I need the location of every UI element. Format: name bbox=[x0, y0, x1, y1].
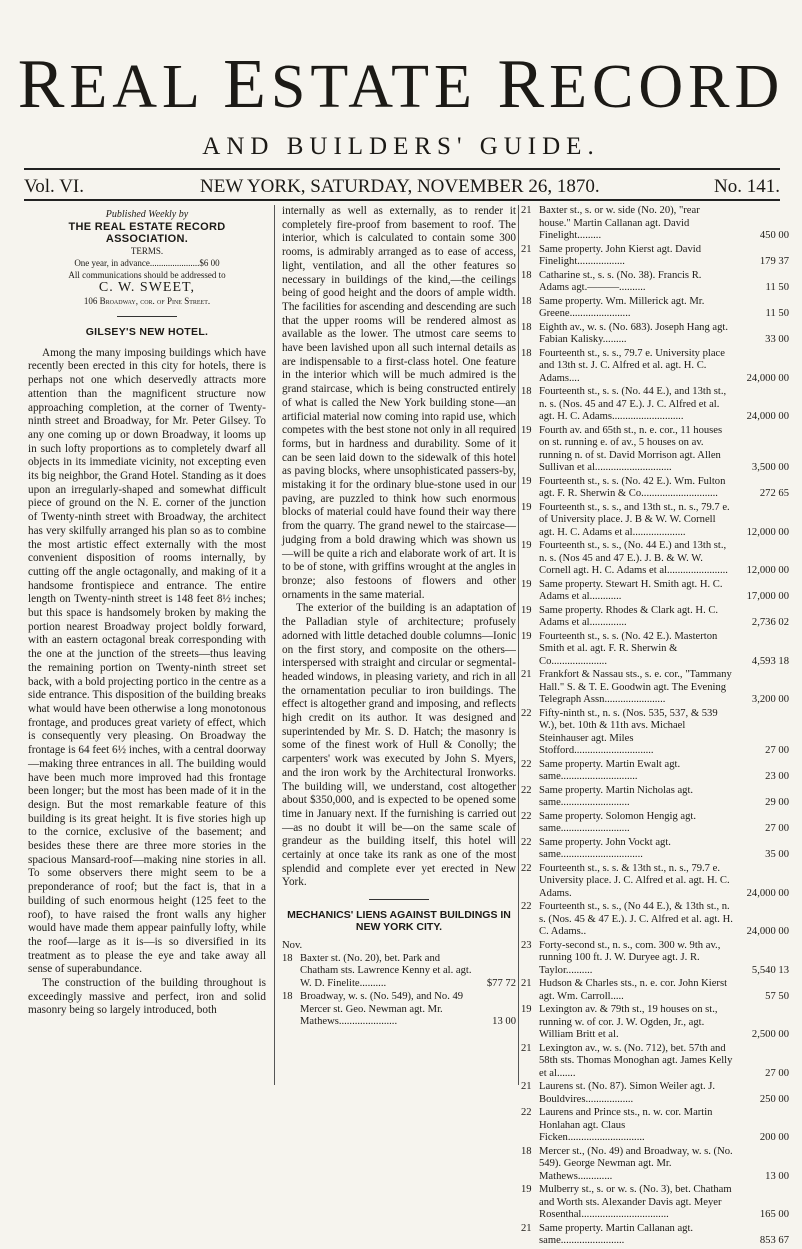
issue-date: NEW YORK, SATURDAY, NOVEMBER 26, 1870. bbox=[200, 176, 600, 197]
lien-day: 22 bbox=[521, 901, 532, 912]
lien-day: 18 bbox=[521, 321, 532, 333]
lien-description: Same property. John Vockt agt. same............................... bbox=[539, 836, 671, 860]
liens-month: Nov. bbox=[282, 940, 303, 952]
lien-day: 19 bbox=[521, 540, 532, 551]
lien-description: Fifty-ninth st., n. s. (Nos. 535, 537, & 539 W.), bet. 10th & 11th avs. Michael Steinhauser agt. Miles Stofford.............................. bbox=[539, 707, 718, 756]
lien-amount: 5,540 13 bbox=[751, 964, 789, 976]
lien-day: 22 bbox=[521, 758, 532, 770]
lien-amount: 23 00 bbox=[765, 771, 789, 782]
column-divider bbox=[274, 205, 275, 1085]
lien-description: Frankfort & Nassau sts., s. e. cor., "Tammany Hall." S. & T. E. Goodwin agt. The Evening Telegraph Assn....................... bbox=[539, 669, 732, 705]
masthead-title: REAL ESTATE RECORD bbox=[17, 46, 785, 123]
lien-description: Same property. Wm. Millerick agt. Mr. Greene....................... bbox=[539, 295, 705, 319]
article-paragraph: The exterior of the building is an adaptation of the Palladian style of architecture; profusely adorned with little detached double columns—Ionic on the first story, and composite on the others—interspersed with straight and circular or segmental-headed windows, in pleasing variety, and rich in all the ornamentation peculiar to iron buildings. The effect is altogether grand and imposing, and reflects high credit on its author. It was designed and superintended by Mr. S. D. Hatch; the masonry is some of the finest work of Hull & Conolly; the carpenters' work was executed by John S. Myers, and the iron work by the Architectural Ironworks. The building will, we understand, cost altogether about $350,000, and is expected to be opened some time in January next. If the furnishing is carried out—as no doubt it will be—on the same scale of grandeur as the building itself, this hotel will certainly at once take its rank as one of the most splendid and complete ever yet erected in New York. bbox=[282, 602, 516, 889]
lien-day: 21 bbox=[521, 978, 532, 989]
lien-amount: 12,000 00 bbox=[746, 526, 789, 538]
lien-amount: 27 00 bbox=[765, 823, 789, 834]
column-2 bbox=[282, 205, 516, 1030]
lien-entry bbox=[521, 837, 789, 862]
lien-description: Hudson & Charles sts., n. e. cor. John Kierst agt. Wm. Carroll..... bbox=[539, 978, 728, 1002]
lien-entry bbox=[521, 759, 789, 784]
lien-day: 21 bbox=[521, 205, 532, 216]
lien-amount: 57 50 bbox=[765, 990, 789, 1002]
lien-entry bbox=[521, 863, 789, 901]
lien-amount: 33 00 bbox=[765, 334, 789, 345]
lien-day: 18 bbox=[282, 991, 293, 1003]
lien-amount: 24,000 00 bbox=[746, 372, 789, 384]
lien-entry bbox=[521, 348, 789, 386]
lien-description: Lexington av. & 79th st., 19 houses on st., running w. of cor. J. W. Ogden, Jr., agt. William Britt et al. bbox=[539, 1004, 718, 1040]
lien-description: Mulberry st., s. or w. s. (No. 3), bet. Chatham and Worth sts. Alexander Davis agt. Meyer Rosenthal................................. bbox=[539, 1184, 732, 1220]
lien-amount: 2,500 00 bbox=[751, 1029, 789, 1040]
publisher-name: C. W. SWEET, bbox=[98, 280, 196, 295]
lien-description: Baxter st., s. or w. side (No. 20), "rear house." Martin Callanan agt. David Finelight......... bbox=[539, 205, 700, 241]
lien-entry bbox=[521, 502, 789, 540]
lien-day: 22 bbox=[521, 1107, 532, 1118]
lien-description: Same property. Martin Callanan agt. same........................ bbox=[539, 1222, 694, 1246]
lien-entry bbox=[282, 953, 516, 991]
lien-description: Fourteenth st., s. s., 79.7 e. University place and 13th st. J. C. Alfred et al. agt. H. C. Adams.... bbox=[539, 347, 725, 384]
lien-amount: 179 37 bbox=[759, 256, 789, 267]
lien-entry bbox=[521, 1223, 789, 1248]
lien-entry bbox=[521, 811, 789, 836]
lien-amount: 200 00 bbox=[759, 1132, 789, 1143]
lien-amount: 24,000 00 bbox=[746, 411, 789, 422]
lien-entry bbox=[521, 1043, 789, 1081]
lien-day: 19 bbox=[521, 424, 532, 436]
liens-title: MECHANICS' LIENS AGAINST BUILDINGS IN NEW YORK CITY. bbox=[287, 909, 511, 934]
lien-day: 22 bbox=[521, 810, 532, 822]
lien-description: Same property. Martin Ewalt agt. same............................. bbox=[539, 758, 681, 782]
lien-entry bbox=[521, 1107, 789, 1145]
article-paragraph: The construction of the building throughout is exceedingly massive and perfect, iron and solid masonry being so largely introduced, both bbox=[28, 977, 266, 1017]
lien-description: Laurens and Prince sts., n. w. cor. Martin Honlahan agt. Claus Ficken............................. bbox=[539, 1107, 713, 1143]
lien-description: Broadway, w. s. (No. 549), and No. 49 Mercer st. Geo. Newman agt. Mr. Mathews...................... bbox=[300, 991, 464, 1028]
lien-day: 19 bbox=[521, 578, 532, 590]
lien-day: 21 bbox=[521, 1042, 532, 1054]
top-rule bbox=[24, 168, 780, 170]
bottom-rule bbox=[24, 199, 780, 201]
publication-frequency: Published Weekly by bbox=[105, 209, 189, 220]
lien-entry bbox=[521, 244, 789, 269]
lien-amount: 4,593 18 bbox=[751, 655, 789, 667]
lien-entry bbox=[521, 296, 789, 321]
lien-entry bbox=[521, 605, 789, 630]
lien-amount: 853 67 bbox=[759, 1235, 789, 1246]
masthead-subtitle: AND BUILDERS' GUIDE. bbox=[202, 133, 600, 160]
article-paragraph: Among the many imposing buildings which have recently been erected in this city for hotels, there is perhaps not one which deservedly attracts more attention than the magnificent structure now approaching completion, at the corner of Twenty-ninth street and Broadway, for Mr. Peter Gilsey. To any one coming up or down Broadway, it looms up in such lofty proportions as to completely dwarf all objects in its immediate vicinity, not excepting even its big neighbor, the Grand Hotel. Standing as it does upon an irregularly-shaped and somewhat difficult piece of ground on the N. E. corner of the junction of Twenty-ninth street with Broadway, the architect has very skilfully arranged his plan so as to combine the most artistic effect externally with the most convenient disposition of rooms internally, by cutting off the angle octagonally, and making of it a handsome frontispiece and entrance. The entire length on Twenty-ninth street is 148 feet 8½ inches; but this space is handsomely broken by making the portion nearest Broadway project boldly forward, with an eastern octagonal break corresponding with the one at the junction of the streets—thus leaving the remaining portion on Twenty-ninth street set back, with a bold projecting portico in the centre as a side entrance. This disposition of the building breaks what would have been otherwise a long monotonous frontage, and produces great variety of effect, which is consequently very pleasing. On Broadway the frontage is 64 feet 6½ inches, with a central doorway—making three entrances in all. The building would have been much more improved had this frontage been longer; but the most has been made of it in the design. But the most remarkable feature of this building is its great height. It is five stories high up to the cornice, exclusive of the basement; and besides these there are three more stories in the spacious Mansard-roof—making nine stories in all. To some observers there might seem to be a preponderance of roof; but the fact is, that in a building of such enormous height (125 feet to the roof), to have raised the front walls any higher would have made them appear painfully lofty, while the roof—large as it is—is so diversified in its treatment as to please the eye and take away all sense of superabundance. bbox=[28, 346, 266, 976]
column-divider bbox=[518, 205, 519, 1085]
lien-day: 19 bbox=[521, 1184, 532, 1195]
lien-description: Same property. John Kierst agt. David Finelight.................. bbox=[539, 243, 702, 267]
lien-description: Lexington av., w. s. (No. 712), bet. 57th and 58th sts. Thomas Monoghan agt. James Kelly et al....... bbox=[539, 1042, 733, 1079]
lien-amount: 165 00 bbox=[759, 1209, 789, 1220]
lien-entry bbox=[521, 270, 789, 295]
lien-amount: 272 65 bbox=[759, 488, 789, 499]
lien-entry bbox=[521, 631, 789, 669]
lien-amount: 250 00 bbox=[759, 1093, 789, 1105]
lien-description: Forty-second st., n. s., com. 300 w. 9th av., running 100 ft. J. W. Duryee agt. J. R. Taylor.......... bbox=[539, 939, 721, 976]
lien-entry bbox=[521, 1004, 789, 1042]
lien-entry bbox=[521, 540, 789, 578]
lien-description: Same property. Solomon Hengig agt. same.......................... bbox=[539, 810, 697, 834]
lien-entry bbox=[521, 322, 789, 347]
lien-amount: 27 00 bbox=[765, 745, 789, 756]
lien-entry bbox=[282, 991, 516, 1029]
lien-entry bbox=[521, 1146, 789, 1184]
lien-day: 18 bbox=[521, 386, 532, 397]
lien-amount: 35 00 bbox=[765, 849, 789, 860]
lien-entry bbox=[521, 1081, 789, 1106]
lien-amount: 2,736 02 bbox=[751, 617, 789, 628]
lien-amount: 29 00 bbox=[765, 797, 789, 808]
column-3 bbox=[521, 205, 789, 1249]
lien-day: 21 bbox=[521, 1222, 532, 1234]
volume-label: Vol. VI. bbox=[24, 176, 85, 197]
lien-description: Laurens st. (No. 87). Simon Weiler agt. J. Bouldvires.................. bbox=[539, 1081, 716, 1105]
article-paragraph: internally as well as externally, as to render it completely fire-proof from basement to roof. The interior, which is calculated to contain some 300 rooms, is admirably arranged as to ease of access, light, ventilation, and all the other features so necessary in buildings of the kind,—the ceilings being of good height and the doors of ample width. The facilities for ascending and descending are such that the upper rooms will be rendered almost as available as the lower. The utmost care seems to have been lavished upon all such internal details as are indispensable to a first-class hotel. One feature in the interior which will be much admired is the grand staircase, which is being constructed entirely of what is called the New York building stone—an artificial material now coming into rapid use, which competes with the best stone not only in all required forms, but in hardness and durability. Some of it can be seen laid down to the sidewalk of this hotel as paving blocks, where unsophisticated passers-by, mistaking it for the ordinary blue-stone used in our paving, are puzzled to think how such enormous blocks of material could have found their way there from the quarry. The grand newel to the staircase—judging from a bold drawing which was shown us—will be quite a rich and elaborate work of art. It is to be of stone, with griffins wrought at the angles in bronze; also festoons of flowers and other ornaments in the same material. bbox=[282, 205, 516, 601]
lien-amount: 24,000 00 bbox=[746, 926, 789, 937]
lien-description: Fourteenth st., s. s., and 13th st., n. s., 79.7 e. of University place. J. B & W. W. Cornell agt. H. C. Adams et al.................... bbox=[539, 501, 730, 538]
lien-amount: 13 00 bbox=[765, 1170, 789, 1182]
lien-amount: 27 00 bbox=[765, 1067, 789, 1079]
liens-list bbox=[282, 953, 516, 1029]
lien-description: Catharine st., s. s. (No. 38). Francis R. Adams agt.———.......... bbox=[539, 269, 702, 293]
lien-day: 18 bbox=[282, 952, 293, 964]
lien-description: Fourteenth st., s. s. (No. 42 E.). Masterton Smith et al. agt. F. R. Sherwin & Co..................... bbox=[539, 630, 718, 667]
separator bbox=[369, 899, 429, 900]
lien-description: Baxter st. (No. 20), bet. Park and Chatham sts. Lawrence Kenny et al. agt. W. D. Finelite.......... bbox=[300, 952, 472, 989]
lien-day: 21 bbox=[521, 669, 532, 680]
separator bbox=[117, 316, 177, 317]
lien-entry bbox=[521, 476, 789, 501]
publisher-box bbox=[28, 209, 266, 307]
publisher-address: 106 Broadway, cor. of Pine Street. bbox=[83, 296, 211, 306]
lien-day: 19 bbox=[521, 1004, 532, 1015]
lien-entry bbox=[521, 205, 789, 243]
lien-amount: 24,000 00 bbox=[746, 887, 789, 899]
lien-description: Same property. Martin Nicholas agt. same.......................... bbox=[539, 784, 694, 808]
lien-entry bbox=[521, 669, 789, 707]
lien-description: Eighth av., w. s. (No. 683). Joseph Hang agt. Fabian Kalisky......... bbox=[539, 321, 728, 345]
lien-description: Fourteenth st., s. s., (No 44 E.), & 13th st., n. s. (Nos. 45 & 47 E.). J. C. Alfred et al. agt. H. C. Adams.. bbox=[539, 901, 733, 937]
lien-amount: 17,000 00 bbox=[746, 591, 789, 602]
terms-label: TERMS. bbox=[130, 246, 164, 256]
lien-amount: 11 50 bbox=[765, 308, 789, 319]
lien-description: Fourteenth st., s. s. (No. 42 E.). Wm. Fulton agt. F. R. Sherwin & Co............................. bbox=[539, 475, 726, 499]
terms: One year, in advance......................$6 00 bbox=[74, 258, 220, 268]
lien-description: Same property. Stewart H. Smith agt. H. C. Adams et al............ bbox=[539, 578, 723, 602]
lien-amount: 450 00 bbox=[759, 230, 789, 241]
lien-day: 18 bbox=[521, 1145, 532, 1157]
lien-day: 22 bbox=[521, 862, 532, 874]
lien-entry bbox=[521, 785, 789, 810]
article-title: GILSEY'S NEW HOTEL. bbox=[85, 326, 209, 338]
address-note: All communications should be addressed to bbox=[68, 270, 226, 280]
lien-description: Same property. Rhodes & Clark agt. H. C. Adams et al.............. bbox=[539, 604, 719, 628]
lien-amount: 12,000 00 bbox=[746, 565, 789, 576]
lien-day: 19 bbox=[521, 604, 532, 616]
association-name: THE REAL ESTATE RECORD ASSOCIATION. bbox=[68, 221, 226, 245]
lien-day: 22 bbox=[521, 836, 532, 848]
issue-number: No. 141. bbox=[714, 176, 780, 197]
lien-day: 22 bbox=[521, 707, 532, 719]
lien-entry bbox=[521, 425, 789, 475]
lien-day: 19 bbox=[521, 501, 532, 513]
liens-list bbox=[521, 205, 789, 1248]
lien-description: Fourth av. and 65th st., n. e. cor., 11 houses on st. running e. of av., 5 houses on av. running n. of st. David Morrison agt. Allen Sullivan et al............................. bbox=[539, 424, 723, 473]
lien-entry bbox=[521, 579, 789, 604]
lien-amount: 11 50 bbox=[765, 282, 789, 293]
lien-entry bbox=[521, 940, 789, 978]
lien-description: Fourteenth st., s. s. & 13th st., n. s., 79.7 e. University place. J. C. Alfred et al. agt. H. C. Adams. bbox=[539, 862, 730, 899]
lien-amount: 3,200 00 bbox=[751, 694, 789, 705]
lien-day: 18 bbox=[521, 347, 532, 359]
lien-day: 18 bbox=[521, 295, 532, 307]
lien-day: 23 bbox=[521, 939, 532, 951]
lien-entry bbox=[521, 708, 789, 758]
lien-day: 21 bbox=[521, 243, 532, 255]
lien-day: 19 bbox=[521, 475, 532, 487]
lien-entry bbox=[521, 1184, 789, 1222]
lien-description: Fourteenth st., s. s. (No. 44 E.), and 13th st., n. s. (Nos. 45 and 47 E.). J. C. Alfred et al. agt. H. C. Adams........................... bbox=[539, 386, 727, 422]
lien-amount: 3,500 00 bbox=[751, 462, 789, 473]
lien-day: 19 bbox=[521, 630, 532, 642]
lien-amount: $77 72 bbox=[486, 977, 516, 989]
lien-day: 18 bbox=[521, 269, 532, 281]
lien-day: 21 bbox=[521, 1081, 532, 1092]
column-1 bbox=[28, 205, 266, 1018]
lien-amount: 13 00 bbox=[492, 1016, 516, 1028]
lien-entry bbox=[521, 386, 789, 424]
lien-description: Mercer st., (No. 49) and Broadway, w. s. (No. 549). George Newman agt. Mr. Mathews............. bbox=[539, 1145, 733, 1182]
lien-day: 22 bbox=[521, 784, 532, 796]
lien-entry bbox=[521, 901, 789, 939]
lien-entry bbox=[521, 978, 789, 1003]
lien-description: Fourteenth st., s. s., (No. 44 E.) and 13th st., n. s. (Nos 45 and 47 E.). J. B. & W. W. Cornell agt. H. C. Adams et al....................... bbox=[539, 540, 728, 576]
